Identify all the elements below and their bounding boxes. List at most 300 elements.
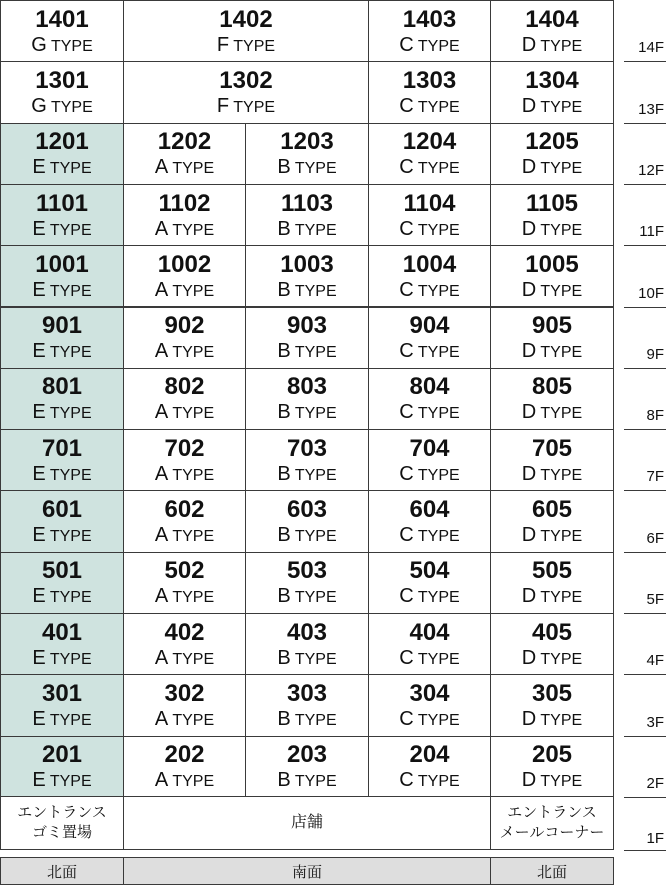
unit-cell-701[interactable] xyxy=(0,429,124,491)
unit-type-letter: A xyxy=(154,462,169,485)
unit-cell-1303[interactable] xyxy=(368,61,491,123)
unit-number: 703 xyxy=(286,434,328,462)
unit-type xyxy=(399,219,459,239)
unit-type-letter: D xyxy=(521,462,537,485)
unit-type-letter: D xyxy=(521,94,537,117)
shop-area[interactable] xyxy=(123,796,491,850)
unit-cell-404[interactable] xyxy=(368,613,491,675)
unit-number: 504 xyxy=(409,557,450,585)
unit-cell-604[interactable] xyxy=(368,490,491,552)
unit-type-letter: C xyxy=(399,585,414,608)
unit-type xyxy=(522,770,582,790)
floor-label-9F: 9F xyxy=(646,345,664,363)
unit-type-word: TYPE xyxy=(536,405,583,423)
unit-cell-1101[interactable] xyxy=(0,184,124,246)
unit-number: 404 xyxy=(409,618,450,646)
unit-cell-402[interactable] xyxy=(123,613,246,675)
unit-type-word: TYPE xyxy=(536,282,583,300)
unit-type-letter: G xyxy=(31,33,47,56)
unit-type xyxy=(399,648,459,668)
entrance-mail-corner-line: メールコーナー xyxy=(499,824,605,841)
unit-cell-805[interactable] xyxy=(490,368,614,430)
floor-divider xyxy=(624,184,666,185)
unit-cell-204[interactable] xyxy=(368,736,491,798)
unit-type xyxy=(217,35,275,55)
unit-type-letter: E xyxy=(32,156,46,179)
unit-type-word: TYPE xyxy=(45,528,92,546)
unit-type xyxy=(399,770,459,790)
unit-type xyxy=(277,770,336,790)
unit-type-word: TYPE xyxy=(290,160,337,178)
unit-cell-202[interactable] xyxy=(123,736,246,798)
unit-number: 1205 xyxy=(525,128,579,156)
unit-type-letter: E xyxy=(32,707,46,730)
unit-type-letter: B xyxy=(277,707,291,730)
unit-type-word: TYPE xyxy=(413,344,460,362)
unit-cell-1005[interactable] xyxy=(490,245,614,307)
unit-cell-704[interactable] xyxy=(368,429,491,491)
unit-type-letter: C xyxy=(399,33,414,56)
unit-type xyxy=(32,770,91,790)
unit-type xyxy=(399,157,459,177)
unit-number: 1402 xyxy=(219,5,273,33)
unit-type xyxy=(522,280,582,300)
unit-type-letter: D xyxy=(521,278,537,301)
unit-type-word: TYPE xyxy=(45,344,92,362)
unit-number: 804 xyxy=(409,373,450,401)
unit-cell-405[interactable] xyxy=(490,613,614,675)
unit-type-letter: D xyxy=(521,585,537,608)
unit-number: 501 xyxy=(41,557,83,585)
unit-type xyxy=(155,157,214,177)
unit-number: 803 xyxy=(286,373,328,401)
unit-cell-1202[interactable] xyxy=(123,123,246,185)
unit-type xyxy=(277,280,336,300)
face-label-0: 北面 xyxy=(0,857,124,885)
unit-number: 905 xyxy=(531,312,573,340)
unit-type xyxy=(32,464,91,484)
unit-type-word: TYPE xyxy=(536,160,583,178)
floor-divider xyxy=(624,490,666,491)
unit-type xyxy=(399,35,459,55)
unit-type-word: TYPE xyxy=(413,405,460,423)
unit-number: 705 xyxy=(531,434,573,462)
unit-cell-1102[interactable] xyxy=(123,184,246,246)
unit-type-letter: D xyxy=(521,769,537,792)
unit-cell-1105[interactable] xyxy=(490,184,614,246)
unit-type xyxy=(32,280,91,300)
unit-type xyxy=(155,280,214,300)
unit-number: 1101 xyxy=(35,189,89,217)
unit-cell-1304[interactable] xyxy=(490,61,614,123)
unit-type-letter: C xyxy=(399,340,414,363)
unit-type xyxy=(32,648,91,668)
unit-number: 801 xyxy=(41,373,83,401)
unit-cell-1404[interactable] xyxy=(490,0,614,62)
unit-type-letter: A xyxy=(154,707,169,730)
unit-type-letter: E xyxy=(32,340,46,363)
unit-cell-803[interactable] xyxy=(245,368,369,430)
unit-type-letter: C xyxy=(399,524,414,547)
unit-cell-801[interactable] xyxy=(0,368,124,430)
unit-cell-703[interactable] xyxy=(245,429,369,491)
unit-number: 505 xyxy=(531,557,573,585)
unit-type-word: TYPE xyxy=(45,466,92,484)
unit-cell-303[interactable] xyxy=(245,674,369,736)
unit-type-word: TYPE xyxy=(413,650,460,668)
entrance-trash-area-line: ゴミ置場 xyxy=(31,824,92,841)
unit-number: 1203 xyxy=(280,128,334,156)
unit-type-word: TYPE xyxy=(536,344,583,362)
unit-type xyxy=(277,464,336,484)
unit-cell-905[interactable] xyxy=(490,307,614,369)
unit-type xyxy=(399,586,459,606)
unit-cell-302[interactable] xyxy=(123,674,246,736)
unit-type-word: TYPE xyxy=(290,344,337,362)
unit-type-letter: E xyxy=(32,524,46,547)
unit-type-word: TYPE xyxy=(45,773,92,791)
unit-type-word: TYPE xyxy=(45,282,92,300)
unit-cell-904[interactable] xyxy=(368,307,491,369)
unit-type-letter: B xyxy=(277,524,291,547)
unit-cell-501[interactable] xyxy=(0,552,124,614)
unit-type-word: TYPE xyxy=(536,773,583,791)
unit-type-word: TYPE xyxy=(290,650,337,668)
unit-type-word: TYPE xyxy=(168,282,215,300)
unit-cell-1403[interactable] xyxy=(368,0,491,62)
unit-type-word: TYPE xyxy=(168,466,215,484)
unit-cell-1302[interactable] xyxy=(123,61,369,123)
floor-divider xyxy=(624,61,666,62)
unit-type xyxy=(399,96,459,116)
floor-divider xyxy=(624,736,666,737)
unit-number: 1304 xyxy=(525,66,579,94)
unit-type xyxy=(522,464,582,484)
unit-type xyxy=(399,525,459,545)
unit-number: 304 xyxy=(409,679,450,707)
unit-type xyxy=(522,219,582,239)
unit-type-word: TYPE xyxy=(536,589,583,607)
floor-label-13F: 13F xyxy=(638,100,664,118)
unit-type-word: TYPE xyxy=(413,711,460,729)
unit-type-word: TYPE xyxy=(290,282,337,300)
unit-type-word: TYPE xyxy=(413,221,460,239)
unit-number: 201 xyxy=(41,741,83,769)
unit-cell-304[interactable] xyxy=(368,674,491,736)
unit-number: 802 xyxy=(164,373,205,401)
unit-type xyxy=(277,341,336,361)
unit-number: 604 xyxy=(409,496,450,524)
unit-type-word: TYPE xyxy=(46,98,93,116)
unit-cell-502[interactable] xyxy=(123,552,246,614)
unit-type-word: TYPE xyxy=(168,650,215,668)
unit-type-letter: C xyxy=(399,94,414,117)
unit-cell-605[interactable] xyxy=(490,490,614,552)
unit-type xyxy=(522,157,582,177)
unit-type-letter: B xyxy=(277,585,291,608)
unit-type-letter: C xyxy=(399,156,414,179)
unit-type-letter: A xyxy=(154,217,169,240)
unit-type xyxy=(277,525,336,545)
unit-cell-1205[interactable] xyxy=(490,123,614,185)
unit-cell-1401[interactable] xyxy=(0,0,124,62)
unit-type xyxy=(217,96,275,116)
unit-type-letter: D xyxy=(521,524,537,547)
unit-number: 602 xyxy=(164,496,205,524)
unit-cell-1004[interactable] xyxy=(368,245,491,307)
unit-type xyxy=(155,586,214,606)
unit-number: 405 xyxy=(531,618,573,646)
unit-type xyxy=(522,96,582,116)
unit-type xyxy=(522,648,582,668)
unit-type xyxy=(522,586,582,606)
unit-type-word: TYPE xyxy=(290,466,337,484)
unit-number: 904 xyxy=(409,312,450,340)
entrance-trash-area[interactable] xyxy=(0,796,124,850)
floor-label-6F: 6F xyxy=(646,529,664,547)
unit-cell-1203[interactable] xyxy=(245,123,369,185)
unit-type-letter: A xyxy=(154,585,169,608)
unit-cell-1002[interactable] xyxy=(123,245,246,307)
unit-number: 204 xyxy=(409,741,450,769)
unit-type-word: TYPE xyxy=(168,160,215,178)
unit-number: 1104 xyxy=(403,189,456,217)
unit-number: 702 xyxy=(164,434,205,462)
unit-type xyxy=(522,402,582,422)
unit-type xyxy=(522,341,582,361)
unit-type xyxy=(32,709,91,729)
unit-cell-602[interactable] xyxy=(123,490,246,552)
unit-number: 1202 xyxy=(157,128,212,156)
unit-cell-1301[interactable] xyxy=(0,61,124,123)
unit-type-word: TYPE xyxy=(168,528,215,546)
unit-type xyxy=(31,35,93,55)
unit-cell-1001[interactable] xyxy=(0,245,124,307)
unit-cell-1104[interactable] xyxy=(368,184,491,246)
unit-type-letter: E xyxy=(32,278,46,301)
floor-label-11F: 11F xyxy=(639,223,664,241)
unit-cell-403[interactable] xyxy=(245,613,369,675)
floor-label-5F: 5F xyxy=(646,591,664,608)
unit-type xyxy=(399,402,459,422)
unit-type-word: TYPE xyxy=(413,282,460,300)
unit-type-letter: D xyxy=(521,646,537,669)
unit-type-word: TYPE xyxy=(168,405,215,423)
unit-type xyxy=(277,157,336,177)
unit-number: 1003 xyxy=(280,250,334,278)
unit-cell-705[interactable] xyxy=(490,429,614,491)
unit-type-letter: E xyxy=(32,585,46,608)
unit-number: 301 xyxy=(41,679,83,707)
floor-divider xyxy=(624,674,666,675)
unit-cell-903[interactable] xyxy=(245,307,369,369)
unit-type-word: TYPE xyxy=(290,773,337,791)
unit-type-word: TYPE xyxy=(536,466,583,484)
unit-type xyxy=(32,341,91,361)
unit-type xyxy=(155,648,214,668)
unit-type-word: TYPE xyxy=(168,344,215,362)
unit-type-letter: A xyxy=(154,524,169,547)
face-label-2: 北面 xyxy=(490,857,614,885)
unit-type xyxy=(155,402,214,422)
unit-type-letter: B xyxy=(277,278,291,301)
unit-type xyxy=(32,586,91,606)
unit-number: 1102 xyxy=(158,189,211,217)
floor-label-2F: 2F xyxy=(646,774,664,792)
unit-type xyxy=(32,219,91,239)
unit-type-letter: C xyxy=(399,646,414,669)
unit-type-letter: A xyxy=(154,340,169,363)
entrance-trash-area-line: エントランス xyxy=(17,803,107,821)
unit-type-letter: A xyxy=(154,278,169,301)
unit-number: 1404 xyxy=(525,5,579,33)
unit-type xyxy=(31,96,93,116)
unit-type-letter: D xyxy=(521,401,537,424)
unit-type-letter: B xyxy=(277,462,291,485)
floor-label-14F: 14F xyxy=(638,39,664,57)
unit-type xyxy=(399,341,459,361)
unit-type xyxy=(155,464,214,484)
unit-type-letter: D xyxy=(521,707,537,730)
unit-type-word: TYPE xyxy=(536,221,583,239)
unit-cell-503[interactable] xyxy=(245,552,369,614)
unit-type-word: TYPE xyxy=(290,221,337,239)
unit-number: 902 xyxy=(164,312,205,340)
unit-type xyxy=(277,219,336,239)
unit-type-word: TYPE xyxy=(45,221,92,239)
unit-type-letter: A xyxy=(154,769,169,792)
unit-type xyxy=(277,648,336,668)
unit-cell-1003[interactable] xyxy=(245,245,369,307)
unit-number: 305 xyxy=(531,679,573,707)
unit-cell-1201[interactable] xyxy=(0,123,124,185)
unit-cell-301[interactable] xyxy=(0,674,124,736)
unit-cell-902[interactable] xyxy=(123,307,246,369)
entrance-mail-corner[interactable] xyxy=(490,796,614,850)
unit-type-word: TYPE xyxy=(45,405,92,423)
unit-cell-401[interactable] xyxy=(0,613,124,675)
unit-type-word: TYPE xyxy=(290,589,337,607)
unit-number: 1302 xyxy=(219,66,273,94)
unit-cell-305[interactable] xyxy=(490,674,614,736)
unit-type xyxy=(32,402,91,422)
unit-type-letter: G xyxy=(31,94,47,117)
unit-type-word: TYPE xyxy=(290,711,337,729)
unit-type-word: TYPE xyxy=(46,37,93,55)
unit-number: 1204 xyxy=(402,128,457,156)
unit-type-word: TYPE xyxy=(413,528,460,546)
unit-cell-201[interactable] xyxy=(0,736,124,798)
unit-type-word: TYPE xyxy=(536,711,583,729)
unit-type-word: TYPE xyxy=(536,650,583,668)
unit-type xyxy=(277,586,336,606)
unit-type-letter: C xyxy=(399,769,414,792)
unit-type xyxy=(155,709,214,729)
unit-type-letter: F xyxy=(216,94,230,117)
unit-cell-1103[interactable] xyxy=(245,184,369,246)
unit-type-letter: C xyxy=(399,217,414,240)
unit-type-letter: C xyxy=(399,462,414,485)
unit-type-word: TYPE xyxy=(536,37,583,55)
unit-type-word: TYPE xyxy=(413,37,460,55)
face-label-1: 南面 xyxy=(123,857,491,885)
unit-number: 302 xyxy=(164,679,205,707)
floor-label-7F: 7F xyxy=(646,468,664,486)
unit-cell-702[interactable] xyxy=(123,429,246,491)
unit-type xyxy=(277,402,336,422)
unit-number: 1401 xyxy=(35,5,89,33)
unit-type xyxy=(155,525,214,545)
unit-cell-804[interactable] xyxy=(368,368,491,430)
unit-cell-1402[interactable] xyxy=(123,0,369,62)
floor-divider xyxy=(624,307,666,308)
unit-type xyxy=(155,770,214,790)
unit-type-letter: C xyxy=(399,707,414,730)
unit-number: 1001 xyxy=(35,250,89,278)
unit-type xyxy=(155,219,214,239)
unit-number: 1303 xyxy=(402,66,457,94)
unit-cell-901[interactable] xyxy=(0,307,124,369)
unit-type-word: TYPE xyxy=(413,160,460,178)
unit-type-word: TYPE xyxy=(413,98,460,116)
unit-type xyxy=(399,280,459,300)
unit-number: 601 xyxy=(41,496,83,524)
unit-number: 901 xyxy=(41,312,83,340)
unit-type-letter: E xyxy=(32,217,46,240)
unit-number: 503 xyxy=(286,557,328,585)
unit-type-letter: B xyxy=(277,340,291,363)
unit-cell-802[interactable] xyxy=(123,368,246,430)
unit-number: 1004 xyxy=(402,250,457,278)
unit-type-letter: E xyxy=(32,769,46,792)
unit-type-letter: E xyxy=(32,462,46,485)
unit-cell-601[interactable] xyxy=(0,490,124,552)
unit-cell-1204[interactable] xyxy=(368,123,491,185)
unit-number: 701 xyxy=(41,434,83,462)
unit-number: 903 xyxy=(286,312,328,340)
unit-type-word: TYPE xyxy=(290,405,337,423)
unit-type-word: TYPE xyxy=(229,37,276,55)
floor-label-4F: 4F xyxy=(646,652,664,670)
unit-type-letter: B xyxy=(277,769,291,792)
unit-type-word: TYPE xyxy=(168,221,215,239)
unit-type-word: TYPE xyxy=(168,773,215,791)
unit-number: 205 xyxy=(531,741,573,769)
unit-number: 1002 xyxy=(157,250,212,278)
unit-cell-505[interactable] xyxy=(490,552,614,614)
unit-cell-603[interactable] xyxy=(245,490,369,552)
unit-type-word: TYPE xyxy=(45,711,92,729)
unit-type-word: TYPE xyxy=(413,466,460,484)
unit-cell-504[interactable] xyxy=(368,552,491,614)
unit-cell-203[interactable] xyxy=(245,736,369,798)
floor-divider xyxy=(624,429,666,430)
unit-type-word: TYPE xyxy=(290,528,337,546)
floor-divider xyxy=(624,368,666,369)
unit-type-letter: D xyxy=(521,340,537,363)
unit-type-letter: B xyxy=(277,156,291,179)
unit-type-letter: F xyxy=(216,33,230,56)
unit-number: 202 xyxy=(164,741,205,769)
unit-type-word: TYPE xyxy=(536,98,583,116)
floor-divider xyxy=(624,850,666,851)
unit-type-letter: B xyxy=(277,217,291,240)
unit-type-letter: A xyxy=(154,401,169,424)
unit-type-word: TYPE xyxy=(413,589,460,607)
unit-cell-205[interactable] xyxy=(490,736,614,798)
unit-type xyxy=(277,709,336,729)
unit-number: 1301 xyxy=(35,66,89,94)
